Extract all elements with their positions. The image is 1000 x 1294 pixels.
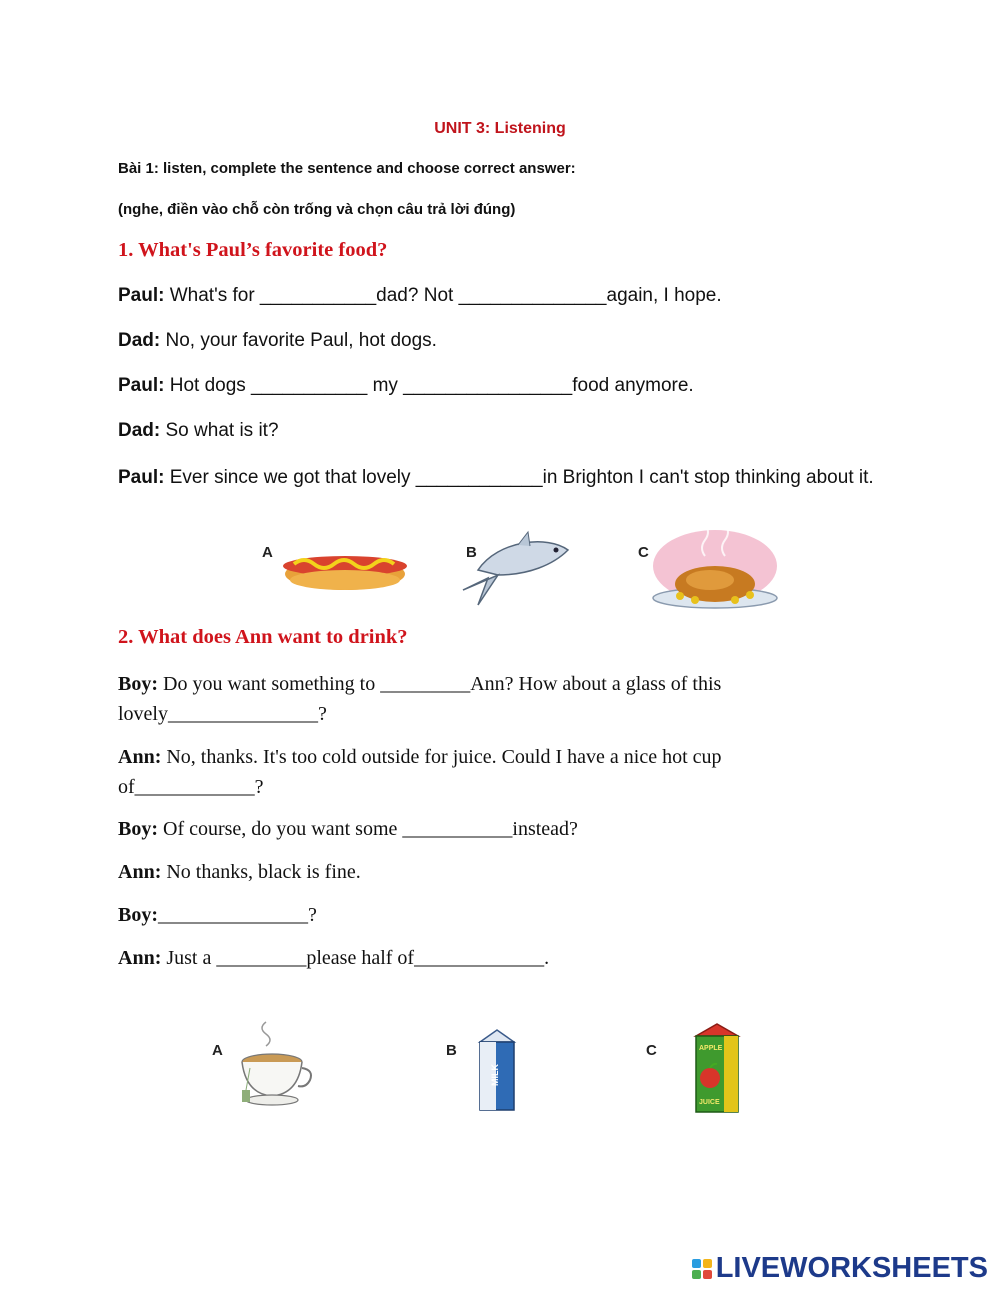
speaker: Paul: xyxy=(118,285,165,306)
speaker: Boy: xyxy=(118,818,158,840)
juice-label-top: APPLE xyxy=(699,1045,723,1052)
speaker: Ann: xyxy=(118,861,162,883)
speaker: Paul: xyxy=(118,375,165,396)
speaker: Boy: xyxy=(118,673,158,695)
instruction-line-1: Bài 1: listen, complete the sentence and choose correct answer: xyxy=(118,160,576,177)
q1-dialogue-line-5 xyxy=(118,462,888,494)
dialogue-text: So what is it? xyxy=(160,420,279,441)
q1-option-a-label: A xyxy=(262,544,273,561)
dialogue-text: Do you want something to _________Ann? How about a glass of this lovely_______________? xyxy=(118,673,722,725)
instruction-line-2: (nghe, điền vào chỗ còn trống và chọn câu trả lời đúng) xyxy=(118,201,516,218)
dialogue-text: No thanks, black is fine. xyxy=(161,861,361,883)
roast-chicken-icon[interactable] xyxy=(650,528,780,612)
dialogue-text: Just a _________please half of_____________. xyxy=(161,947,550,969)
dialogue-text: No, your favorite Paul, hot dogs. xyxy=(160,330,437,351)
liveworksheets-logo xyxy=(692,1252,988,1285)
dialogue-text: Hot dogs ___________ my ________________food anymore. xyxy=(164,375,694,396)
q2-dialogue-line-4 xyxy=(118,861,361,884)
question-1-heading: 1. What's Paul’s favorite food? xyxy=(118,239,388,261)
dialogue-text: What's for ___________dad? Not ______________again, I hope. xyxy=(164,285,722,306)
q1-dialogue-line-1 xyxy=(118,285,722,307)
q1-option-c-label: C xyxy=(638,544,649,561)
q1-dialogue-line-2 xyxy=(118,330,437,352)
q2-option-c-label: C xyxy=(646,1042,657,1059)
q2-dialogue-line-6 xyxy=(118,947,549,970)
hot-dog-icon[interactable] xyxy=(280,540,410,592)
page-title: UNIT 3: Listening xyxy=(434,120,566,137)
q2-dialogue-line-2 xyxy=(118,742,838,802)
dialogue-text: No, thanks. It's too cold outside for juice. Could I have a nice hot cup of____________? xyxy=(118,746,722,798)
logo-text: LIVEWORKSHEETS xyxy=(715,1252,988,1284)
dialogue-text: Of course, do you want some ___________instead? xyxy=(158,818,578,840)
speaker: Paul: xyxy=(118,467,165,488)
speaker: Ann: xyxy=(118,947,162,969)
q1-dialogue-line-4 xyxy=(118,420,279,442)
milk-carton-icon[interactable] xyxy=(474,1028,520,1112)
apple-juice-icon[interactable] xyxy=(690,1022,744,1114)
q2-dialogue-line-3 xyxy=(118,818,578,841)
dialogue-text: _______________? xyxy=(158,904,317,926)
q2-dialogue-line-5 xyxy=(118,904,317,927)
speaker: Ann: xyxy=(118,746,162,768)
q2-option-b-label: B xyxy=(446,1042,457,1059)
q2-option-a-label: A xyxy=(212,1042,223,1059)
logo-grid-icon xyxy=(692,1259,712,1279)
speaker: Boy: xyxy=(118,904,158,926)
tea-cup-icon[interactable] xyxy=(236,1018,316,1110)
q1-option-b-label: B xyxy=(466,544,477,561)
q1-dialogue-line-3 xyxy=(118,375,694,397)
dialogue-text: Ever since we got that lovely ____________in Brighton I can't stop thinking about it. xyxy=(164,467,874,488)
speaker: Dad: xyxy=(118,330,161,351)
question-2-heading: 2. What does Ann want to drink? xyxy=(118,626,408,648)
milk-label: MILK xyxy=(490,1064,500,1086)
speaker: Dad: xyxy=(118,420,161,441)
q2-dialogue-line-1 xyxy=(118,669,838,729)
juice-label-bottom: JUICE xyxy=(699,1099,720,1106)
fish-icon[interactable] xyxy=(458,530,573,608)
